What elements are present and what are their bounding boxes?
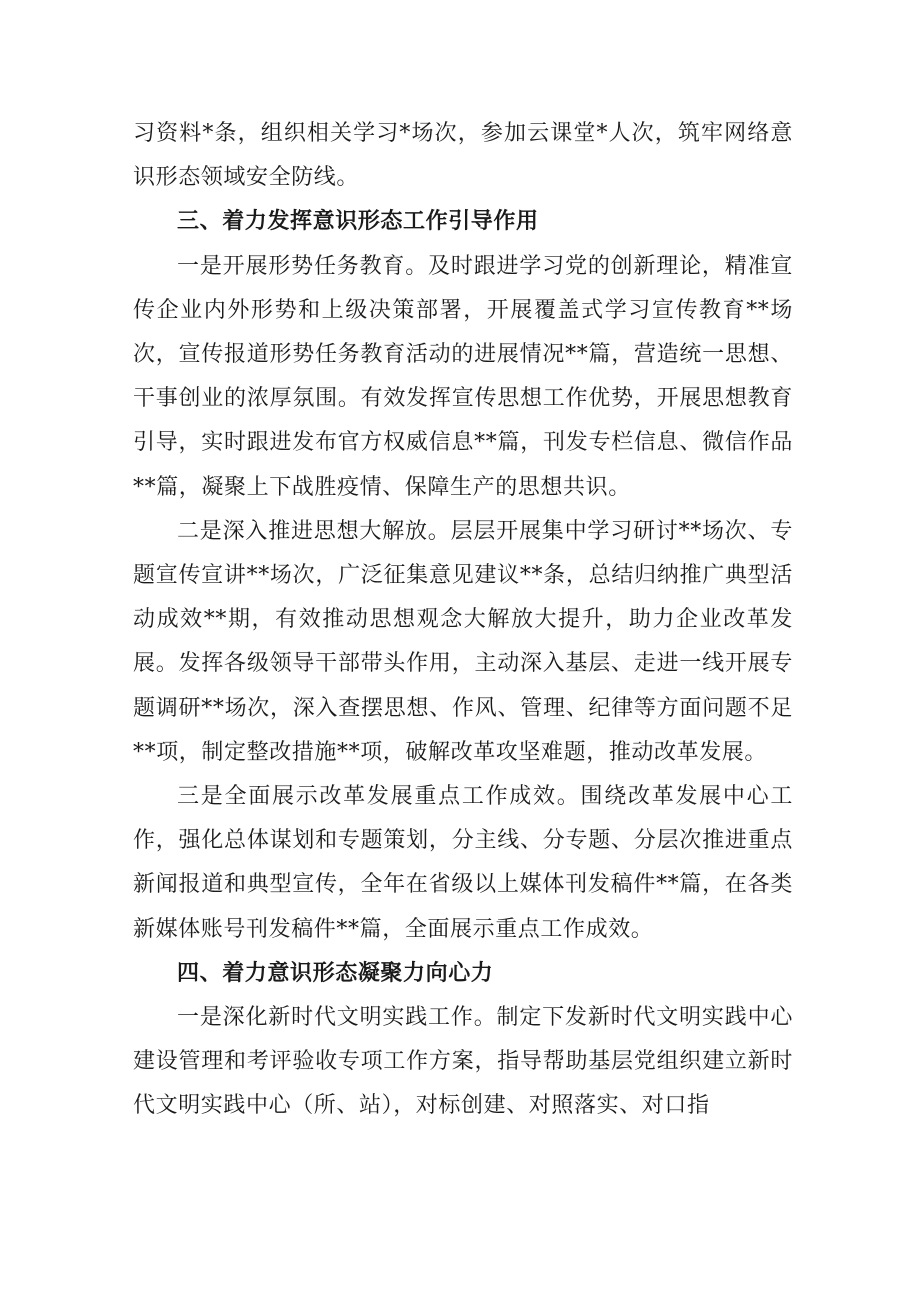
paragraph-civilization-practice: 一是深化新时代文明实践工作。制定下发新时代文明实践中心建设管理和考评验收专项工作方案，指导帮助基层党组织建立新时代文明实践中心（所、站），对标创建、对照落实、对口指 — [133, 1005, 793, 1119]
paragraph-reform-achievements: 三是全面展示改革发展重点工作成效。围绕改革发展中心工作，强化总体谋划和专题策划，分主线、分专题、分层次推进重点新闻报道和典型宣传，全年在省级以上媒体刊发稿件**篇，在各类新媒体账号刊发稿件**篇，全面展示重点工作成效。 — [133, 784, 793, 942]
paragraph-continued: 习资料*条，组织相关学习*场次，参加云课堂*人次，筑牢网络意识形态领域安全防线。 — [133, 121, 793, 191]
paragraph-situation-education: 一是开展形势任务教育。及时跟进学习党的创新理论，精准宣传企业内外形势和上级决策部署，开展覆盖式学习宣传教育**场次，宣传报道形势任务教育活动的进展情况**篇，营造统一思想、干事创业的浓厚氛围。有效发挥宣传思想工作优势，开展思想教育引导，实时跟进发布官方权威信息**篇，刊发专栏信息、微信作品**篇，凝聚上下战胜疫情、保障生产的思想共识。 — [133, 253, 793, 500]
paragraph-thought-liberation: 二是深入推进思想大解放。层层开展集中学习研讨**场次、专题宣传宣讲**场次，广泛征集意见建议**条，总结归纳推广典型活动成效**期，有效推动思想观念大解放大提升，助力企业改革发展。发挥各级领导干部带头作用，主动深入基层、走进一线开展专题调研**场次，深入查摆思想、作风、管理、纪律等方面问题不足**项，制定整改措施**项，破解改革攻坚难题，推动改革发展。 — [133, 518, 793, 765]
section-heading-4: 四、着力意识形态凝聚力向心力 — [177, 960, 494, 986]
section-heading-3: 三、着力发挥意识形态工作引导作用 — [177, 209, 539, 235]
document-page — [133, 112, 793, 1129]
